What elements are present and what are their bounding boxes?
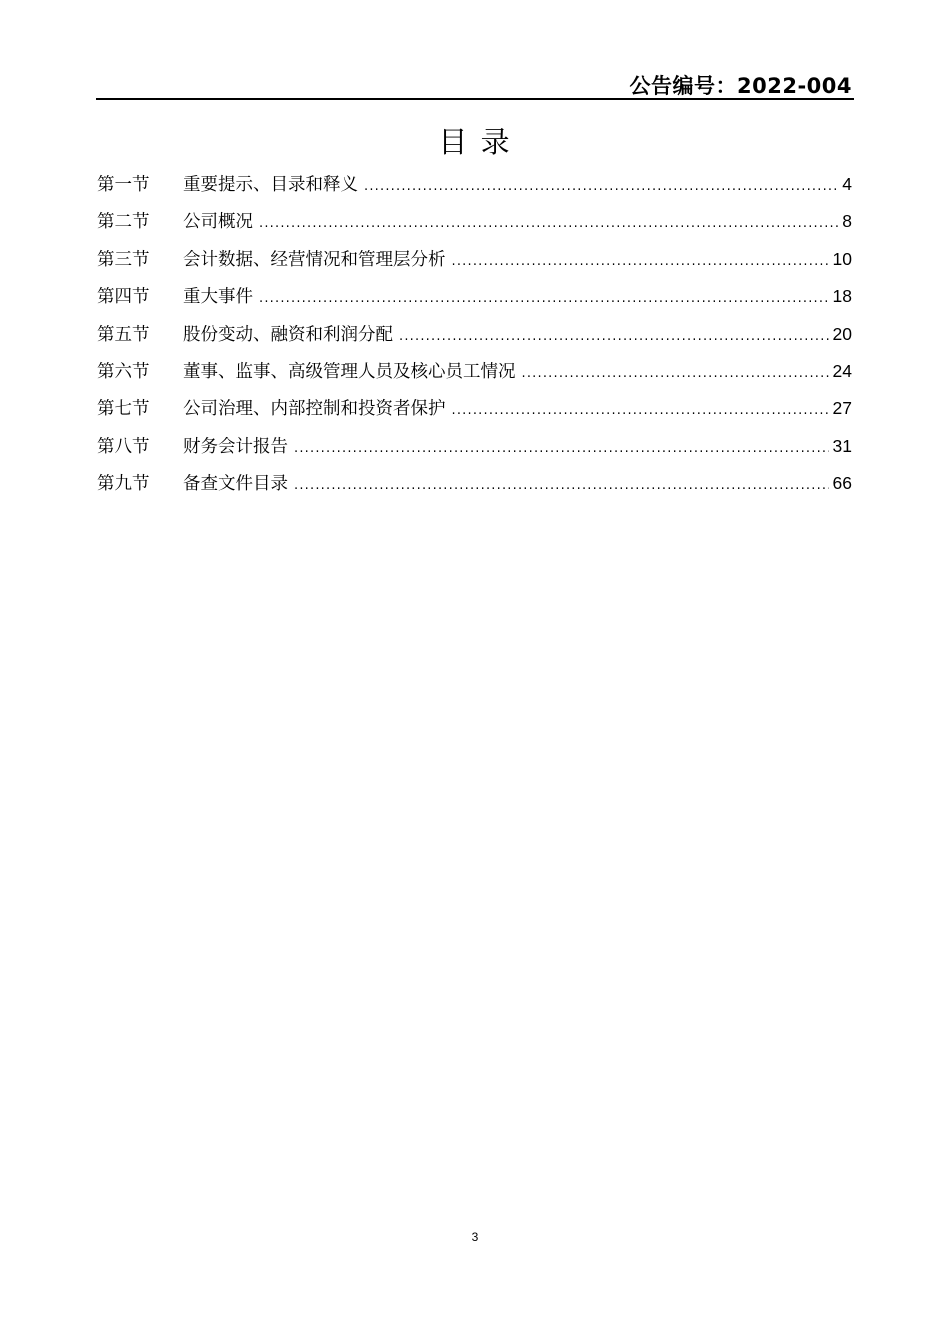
toc-page-number: 24 [832, 360, 852, 381]
toc-section-title: 财务会计报告 [183, 436, 288, 457]
toc-dot-leader [364, 168, 838, 205]
page-number: 3 [471, 1230, 479, 1244]
toc-section-title: 公司概况 [183, 212, 253, 233]
toc-dot-leader [294, 467, 829, 504]
toc-entry-3[interactable] [97, 241, 852, 278]
toc-page-number: 4 [842, 174, 852, 194]
toc-section-number: 第四节 [97, 287, 150, 308]
toc-section-title: 备查文件目录 [183, 474, 288, 495]
toc-title: 目 录 [438, 125, 512, 159]
toc-page-number: 20 [832, 323, 852, 344]
toc-section-number: 第九节 [97, 474, 150, 495]
toc-page-number: 18 [832, 286, 852, 307]
toc-section-number: 第六节 [97, 361, 150, 382]
toc-section-number: 第八节 [97, 436, 150, 457]
toc-entry-5[interactable] [97, 316, 852, 353]
toc-section-number: 第二节 [97, 212, 150, 233]
toc-page-number: 31 [832, 435, 852, 456]
toc-dot-leader [452, 392, 829, 429]
toc-dot-leader [452, 243, 829, 280]
header-divider [96, 98, 854, 100]
toc-entry-9[interactable] [97, 465, 852, 502]
toc-section-number: 第五节 [97, 324, 150, 345]
toc-entry-7[interactable] [97, 390, 852, 427]
table-of-contents [97, 166, 852, 503]
toc-entry-8[interactable] [97, 428, 852, 465]
toc-page-number: 27 [832, 398, 852, 419]
toc-section-number: 第一节 [97, 175, 150, 195]
toc-page-number: 10 [832, 248, 852, 269]
toc-dot-leader [294, 430, 829, 467]
toc-dot-leader [399, 318, 829, 355]
toc-section-title: 股份变动、融资和利润分配 [183, 324, 393, 345]
toc-section-number: 第七节 [97, 399, 150, 420]
toc-section-number: 第三节 [97, 249, 150, 270]
toc-entry-4[interactable] [97, 278, 852, 315]
toc-page-number: 8 [842, 211, 852, 232]
toc-entry-6[interactable] [97, 353, 852, 390]
announcement-number: 公告编号：2022-004 [629, 74, 852, 98]
toc-section-title: 重大事件 [183, 287, 253, 308]
toc-section-title: 重要提示、目录和释义 [183, 175, 358, 195]
toc-entry-1[interactable] [97, 166, 852, 203]
toc-page-number: 66 [832, 473, 852, 494]
toc-entry-2[interactable] [97, 203, 852, 240]
toc-dot-leader [259, 280, 829, 317]
toc-dot-leader [522, 355, 829, 392]
toc-section-title: 董事、监事、高级管理人员及核心员工情况 [183, 361, 516, 382]
toc-section-title: 公司治理、内部控制和投资者保护 [183, 399, 446, 420]
toc-dot-leader [259, 205, 838, 242]
toc-section-title: 会计数据、经营情况和管理层分析 [183, 249, 446, 270]
